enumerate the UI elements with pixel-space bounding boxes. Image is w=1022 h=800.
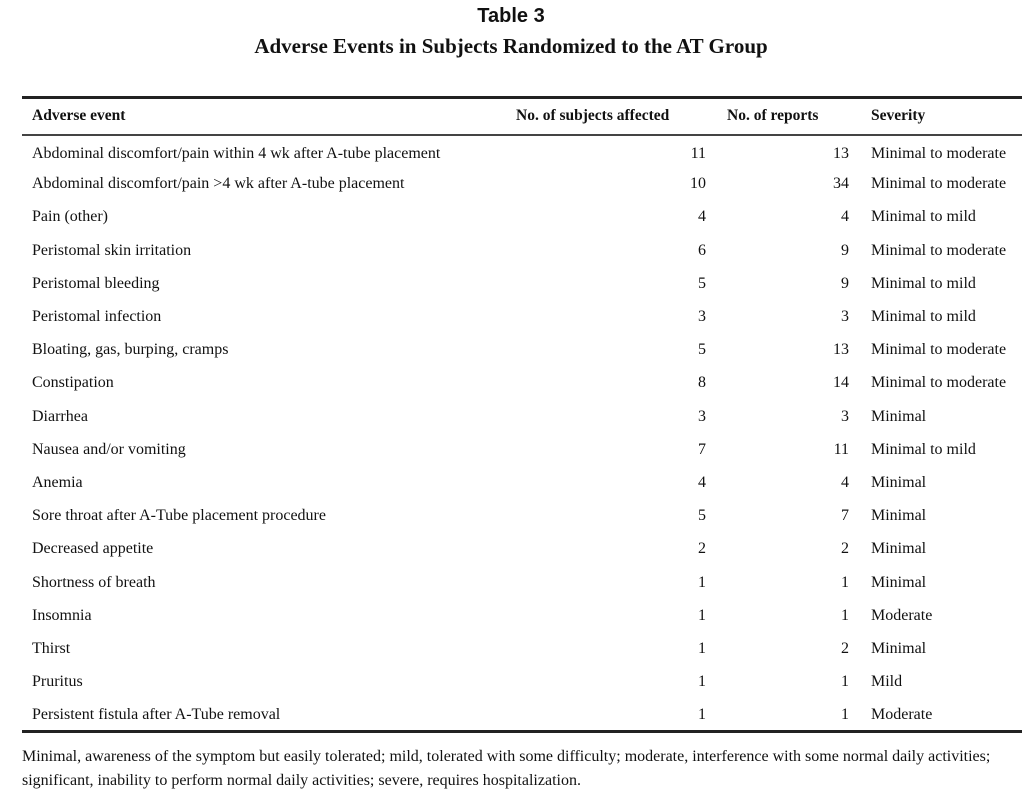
header-row xyxy=(22,98,1022,135)
cell-adverse-event: Thirst xyxy=(32,639,71,657)
table-row xyxy=(22,466,1022,499)
cell-adverse-event: Pruritus xyxy=(32,673,83,691)
table-row xyxy=(22,334,1022,367)
cell-severity: Minimal xyxy=(871,473,927,491)
cell-adverse-event: Peristomal bleeding xyxy=(32,274,160,292)
table-row xyxy=(22,666,1022,699)
cell-adverse-event: Abdominal discomfort/pain >4 wk after A-tube placement xyxy=(32,175,405,193)
adverse-events-table xyxy=(22,96,1022,733)
cell-number-of-reports: 3 xyxy=(841,308,849,326)
cell-number-of-reports: 34 xyxy=(833,175,849,193)
cell-subjects-affected: 6 xyxy=(698,241,706,259)
cell-number-of-reports: 9 xyxy=(841,241,849,259)
cell-number-of-reports: 1 xyxy=(841,606,849,624)
table-row xyxy=(22,234,1022,267)
cell-adverse-event: Nausea and/or vomiting xyxy=(32,440,186,458)
table-row xyxy=(22,135,1022,168)
header-severity: Severity xyxy=(849,98,1022,135)
table-row xyxy=(22,599,1022,632)
header-subjects-affected: No. of subjects affected xyxy=(502,98,706,135)
cell-adverse-event: Persistent fistula after A-Tube removal xyxy=(22,699,502,732)
cell-severity: Mild xyxy=(871,673,903,691)
cell-number-of-reports: 9 xyxy=(841,274,849,292)
cell-subjects-affected: 4 xyxy=(698,208,706,226)
cell-severity: Minimal xyxy=(871,407,927,425)
cell-severity: Minimal xyxy=(871,573,927,591)
cell-adverse-event: Bloating, gas, burping, cramps xyxy=(32,341,229,359)
cell-subjects-affected: 1 xyxy=(502,699,706,732)
cell-number-of-reports: 4 xyxy=(841,208,849,226)
table-row xyxy=(22,500,1022,533)
cell-severity: Moderate xyxy=(849,699,1022,732)
cell-adverse-event: Sore throat after A-Tube placement procedure xyxy=(32,507,326,525)
table-row xyxy=(22,168,1022,201)
cell-number-of-reports: 1 xyxy=(841,573,849,591)
table-row xyxy=(22,367,1022,400)
cell-number-of-reports: 14 xyxy=(833,374,849,392)
cell-adverse-event: Diarrhea xyxy=(32,407,88,425)
cell-subjects-affected: 3 xyxy=(698,308,706,326)
cell-adverse-event: Shortness of breath xyxy=(32,573,156,591)
cell-number-of-reports: 4 xyxy=(841,473,849,491)
cell-subjects-affected: 5 xyxy=(698,341,706,359)
cell-number-of-reports: 3 xyxy=(841,407,849,425)
cell-subjects-affected: 5 xyxy=(698,507,706,525)
cell-number-of-reports: 1 xyxy=(706,699,849,732)
cell-subjects-affected: 7 xyxy=(698,440,706,458)
table-row xyxy=(22,566,1022,599)
cell-number-of-reports: 1 xyxy=(841,673,849,691)
table-body xyxy=(22,135,1022,732)
table-number: Table 3 xyxy=(477,5,545,27)
cell-severity: Minimal to moderate xyxy=(871,175,1007,193)
cell-subjects-affected: 5 xyxy=(698,274,706,292)
cell-subjects-affected: 1 xyxy=(698,573,706,591)
cell-severity: Minimal to mild xyxy=(871,274,976,292)
cell-adverse-event: Anemia xyxy=(32,473,83,491)
cell-subjects-affected: 1 xyxy=(698,606,706,624)
cell-subjects-affected: 10 xyxy=(690,175,706,193)
table-row xyxy=(22,433,1022,466)
cell-subjects-affected: 1 xyxy=(698,673,706,691)
cell-severity: Minimal to moderate xyxy=(871,241,1007,259)
cell-number-of-reports: 7 xyxy=(841,507,849,525)
cell-subjects-affected: 11 xyxy=(690,144,706,162)
cell-severity: Minimal xyxy=(871,540,927,558)
cell-severity: Minimal xyxy=(871,639,927,657)
cell-number-of-reports: 11 xyxy=(833,440,849,458)
cell-adverse-event: Peristomal skin irritation xyxy=(32,241,192,259)
header-number-of-reports: No. of reports xyxy=(706,98,849,135)
cell-adverse-event: Abdominal discomfort/pain within 4 wk after A-tube placement xyxy=(32,144,441,162)
table-footnote: Minimal, awareness of the symptom but easily tolerated; mild, tolerated with some difficulty; moderate, interference with some normal daily activities; significant, inability to perform normal daily activities; severe, requires hospitalization. xyxy=(22,748,991,789)
cell-number-of-reports: 2 xyxy=(841,540,849,558)
header-adverse-event: Adverse event xyxy=(22,98,502,135)
cell-severity: Minimal to mild xyxy=(871,208,976,226)
table-header xyxy=(22,98,1022,135)
cell-adverse-event: Peristomal infection xyxy=(32,308,162,326)
cell-number-of-reports: 2 xyxy=(841,639,849,657)
table-title: Adverse Events in Subjects Randomized to the AT Group xyxy=(254,34,768,58)
cell-adverse-event: Constipation xyxy=(32,374,114,392)
table-row xyxy=(22,201,1022,234)
cell-severity: Minimal to mild xyxy=(871,308,976,326)
table-row xyxy=(22,632,1022,665)
table-row xyxy=(22,400,1022,433)
cell-severity: Minimal to moderate xyxy=(871,341,1007,359)
table-row xyxy=(22,300,1022,333)
cell-subjects-affected: 1 xyxy=(698,639,706,657)
cell-number-of-reports: 13 xyxy=(833,341,849,359)
cell-number-of-reports: 13 xyxy=(833,144,849,162)
cell-severity: Moderate xyxy=(871,606,933,624)
cell-subjects-affected: 3 xyxy=(698,407,706,425)
cell-subjects-affected: 2 xyxy=(698,540,706,558)
cell-severity: Minimal to moderate xyxy=(871,144,1007,162)
table-row xyxy=(22,533,1022,566)
cell-subjects-affected: 8 xyxy=(698,374,706,392)
cell-subjects-affected: 4 xyxy=(698,473,706,491)
cell-severity: Minimal xyxy=(871,507,927,525)
cell-adverse-event: Pain (other) xyxy=(32,208,108,226)
cell-adverse-event: Insomnia xyxy=(32,606,92,624)
cell-adverse-event: Decreased appetite xyxy=(32,540,154,558)
cell-severity: Minimal to moderate xyxy=(871,374,1007,392)
table-row xyxy=(22,267,1022,300)
table-row xyxy=(22,699,1022,732)
cell-severity: Minimal to mild xyxy=(871,440,976,458)
